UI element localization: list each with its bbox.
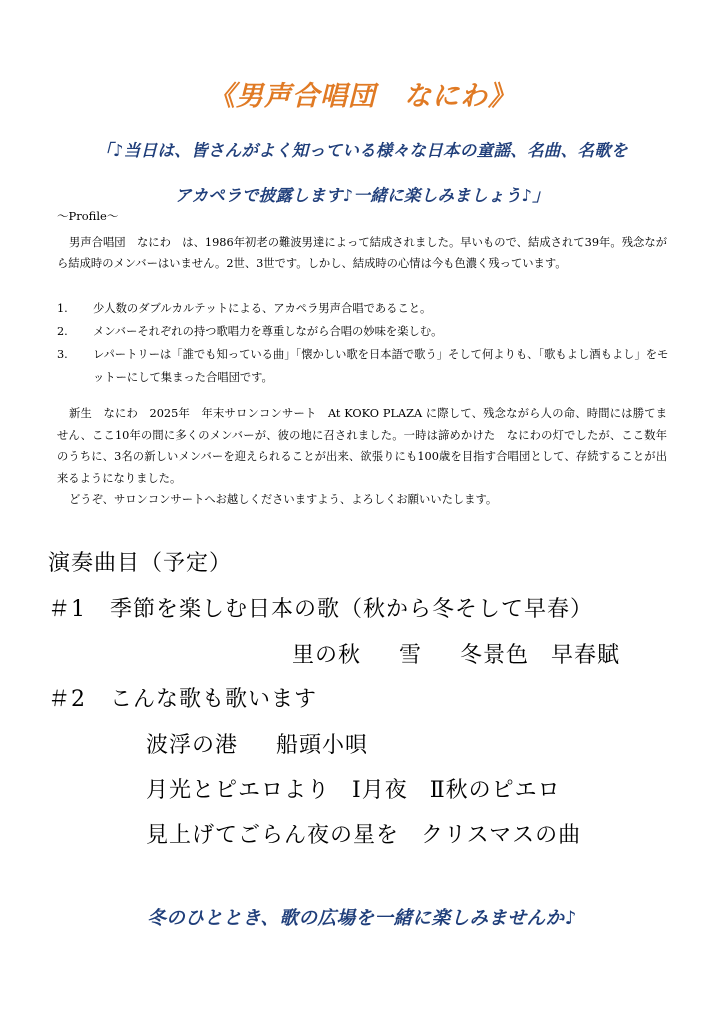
- section-number: ＃2: [48, 687, 86, 712]
- song: 波浮の港: [146, 733, 239, 758]
- list-item-number: 2.: [57, 325, 68, 338]
- section-2-row-2: [146, 773, 561, 804]
- section-title: 季節を楽しむ日本の歌（秋から冬そして早春）: [110, 597, 594, 622]
- list-item-text: メンバーそれぞれの持つ歌唱力を尊重しながら合唱の妙味を楽しむ。: [93, 325, 443, 338]
- song: Ⅰ月夜: [352, 778, 408, 803]
- profile-intro: 男声合唱団 なにわ は、1986年初老の難波男達によって結成されました。早いもので、結成されて39年。残念ながら結成時のメンバーはいません。2世、3世です。しかし、結成時の心情は今も色濃く残っています。: [57, 236, 667, 270]
- program-section-2: [48, 682, 317, 713]
- list-item: [57, 343, 672, 389]
- list-item: [57, 320, 672, 343]
- song: 冬景色: [460, 643, 530, 668]
- profile-paragraph-2: 新生 なにわ 2025年 年末サロンコンサート At KOKO PLAZA に際して、残念ながら人の命、時間には勝てません、ここ10年の間に多くのメンバーが、彼の地に召されました。一時は諦めかけた なにわの灯でしたが、ここ数年のうちに、3名の新しいメンバーを迎えられることが出来、欲張りにも100歳を目指す合唱団として、存続することが出来るようになりました。: [57, 407, 667, 485]
- section-2-row-3: [146, 818, 581, 849]
- song: 見上げてごらん夜の星を: [146, 823, 400, 848]
- song: 月光とピエロより: [146, 778, 331, 803]
- profile-heading: 〜Profile〜: [57, 209, 119, 223]
- song: 雪: [399, 643, 423, 668]
- list-item-number: 1.: [57, 302, 68, 315]
- lead-line-1: 「♪当日は、皆さんがよく知っている様々な日本の童謡、名曲、名歌を: [96, 141, 628, 160]
- lead-line-2: アカペラで披露します♪一緒に楽しみましょう♪」: [174, 186, 550, 205]
- profile-paragraph-3: どうぞ、サロンコンサートへお越しくださいますよう、よろしくお願いいたします。: [69, 493, 498, 506]
- song: クリスマスの曲: [421, 823, 582, 848]
- song: Ⅱ秋のピエロ: [429, 778, 561, 803]
- page-title: 《男声合唱団 なにわ》: [208, 81, 516, 112]
- closing-message: 冬のひととき、歌の広場を一緒に楽しみませんか♪: [147, 908, 577, 929]
- list-item: [57, 297, 672, 320]
- song: 里の秋: [292, 643, 362, 668]
- section-2-row-1: [146, 728, 368, 759]
- section-1-songs: [292, 638, 620, 669]
- section-title: こんな歌も歌います: [110, 687, 318, 712]
- program-section-1: [48, 592, 593, 623]
- profile-list: [57, 297, 672, 389]
- section-number: ＃1: [48, 597, 86, 622]
- list-item-text: 少人数のダブルカルテットによる、アカペラ男声合唱であること。: [93, 302, 432, 315]
- list-item-text: レパートリーは「誰でも知っている曲」「懐かしい歌を日本語で歌う」そして何よりも、「歌もよし酒もよし」をモットーにして集まった合唱団です。: [93, 348, 669, 384]
- list-item-number: 3.: [57, 348, 68, 361]
- song: 船頭小唄: [276, 733, 369, 758]
- song: 早春賦: [551, 643, 621, 668]
- program-heading: 演奏曲目（予定）: [48, 551, 233, 576]
